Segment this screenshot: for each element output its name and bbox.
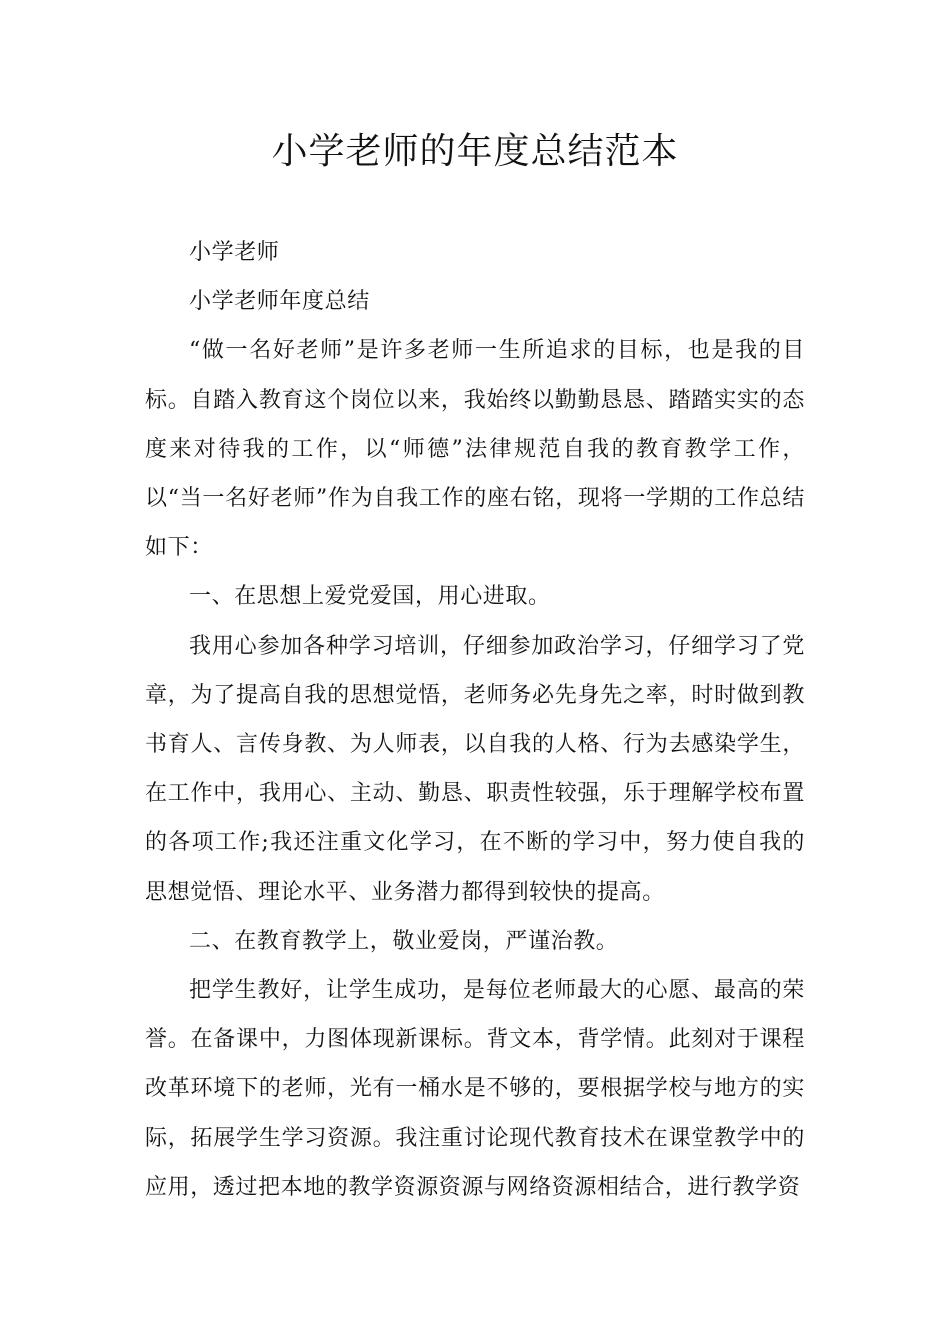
- document-body: [145, 228, 805, 1212]
- paragraph: 小学老师年度总结: [189, 289, 370, 315]
- paragraph: 小学老师: [189, 240, 280, 265]
- paragraph: 我用心参加各种学习培训，仔细参加政治学习，仔细学习了党章，为了提高自我的思想觉悟，老师务必先身先之率，时时做到教书育人、言传身教、为人师表，以自我的人格、行为去感染学生，在工作中，我用心、主动、勤恳、职责性较强，乐于理解学校布置的各项工作;我还注重文化学习，在不断的学习中，努力使自我的思想觉悟、理论水平、业务潜力都得到较快的提高。: [145, 633, 805, 905]
- paragraph: 把学生教好，让学生成功，是每位老师最大的心愿、最高的荣誉。在备课中，力图体现新课标。背文本，背学情。此刻对于课程改革环境下的老师，光有一桶水是不够的，要根据学校与地方的实际，拓展学生学习资源。我注重讨论现代教育技术在课堂教学中的应用，透过把本地的教学资源资源与网络资源相结合，进行教学资: [145, 978, 805, 1200]
- section-heading: 一、在思想上爱党爱国，用心进取。: [189, 584, 551, 610]
- document-title: 小学老师的年度总结范本: [271, 131, 679, 172]
- paragraph: “做一名好老师”是许多老师一生所追求的目标，也是我的目标。自踏入教育这个岗位以来，我始终以勤勤恳恳、踏踏实实的态度来对待我的工作，以“师德”法律规范自我的教育教学工作，以“当一名好老师”作为自我工作的座右铭，现将一学期的工作总结如下：: [145, 338, 805, 561]
- section-heading: 二、在教育教学上，敬业爱岗，严谨治教。: [189, 928, 619, 954]
